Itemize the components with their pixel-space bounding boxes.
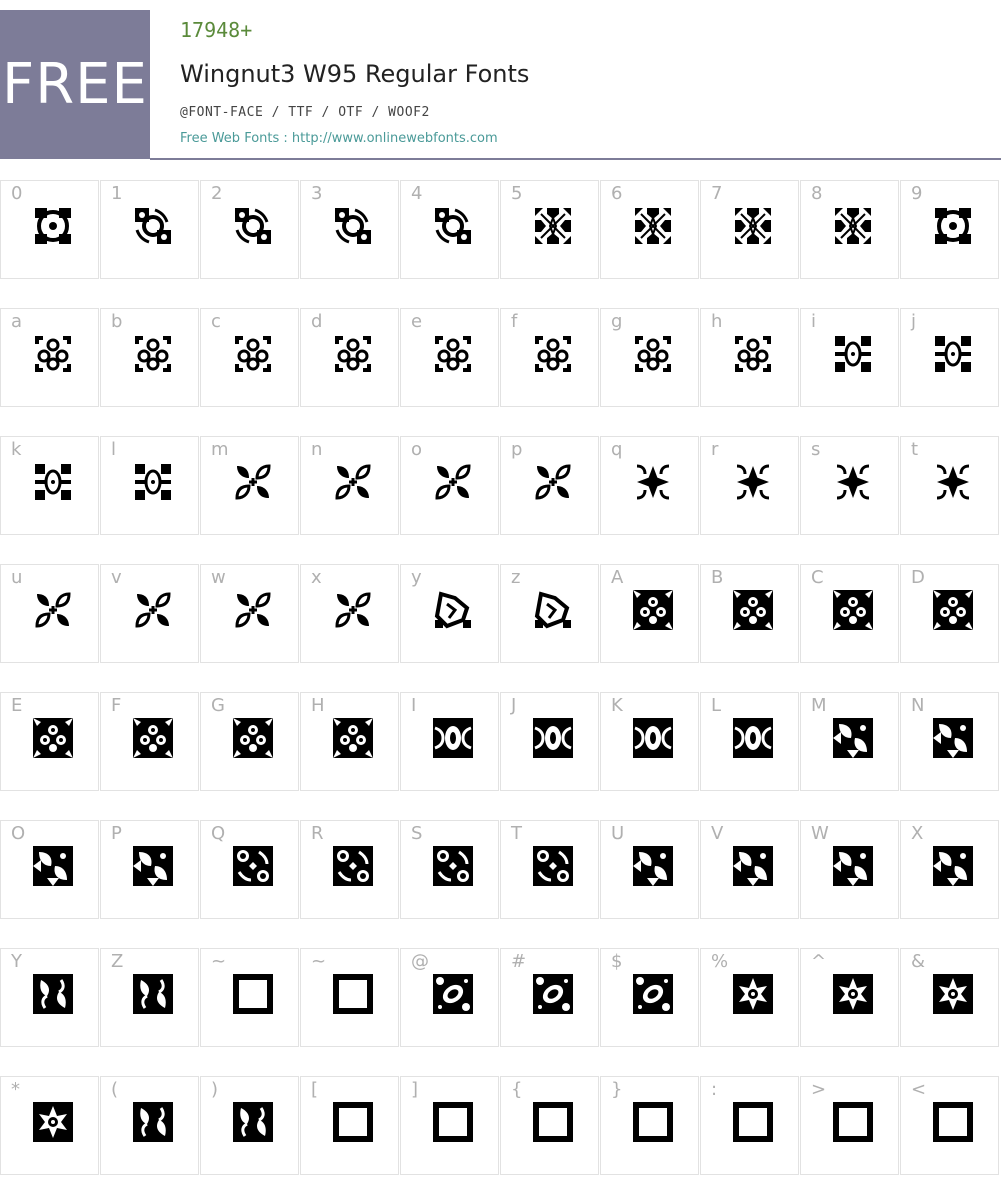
ornament-glyph-icon [333, 334, 373, 374]
ornament-glyph-icon [433, 462, 473, 502]
glyph-cell [400, 1076, 499, 1175]
glyph-cell [600, 1076, 699, 1175]
ornament-glyph-icon [433, 590, 473, 630]
glyph-character-label: O [11, 823, 26, 844]
glyph-cell [800, 948, 899, 1047]
glyph-character-label: b [111, 311, 123, 332]
glyph-cell [100, 1076, 199, 1175]
ornament-glyph-icon [33, 718, 73, 758]
glyph-row [0, 1076, 1001, 1176]
glyph-cell [700, 1076, 799, 1175]
glyph-cell [200, 308, 299, 407]
ornament-glyph-icon [133, 718, 173, 758]
ornament-glyph-icon [533, 462, 573, 502]
glyph-character-label: W [811, 823, 829, 844]
glyph-cell [700, 820, 799, 919]
glyph-character-label: Y [11, 951, 22, 972]
glyph-character-label: p [511, 439, 523, 460]
ornament-glyph-icon [33, 462, 73, 502]
ornament-glyph-icon [133, 334, 173, 374]
ornament-glyph-icon [633, 590, 673, 630]
glyph-character-label: K [611, 695, 623, 716]
ornament-glyph-icon [233, 462, 273, 502]
ornament-glyph-icon [933, 206, 973, 246]
ornament-glyph-icon [833, 974, 873, 1014]
glyph-cell [200, 820, 299, 919]
ornament-glyph-icon [333, 462, 373, 502]
ornament-glyph-icon [933, 590, 973, 630]
ornament-glyph-icon [333, 718, 373, 758]
glyph-cell [600, 948, 699, 1047]
glyph-cell [100, 564, 199, 663]
glyph-cell [900, 180, 999, 279]
glyph-cell [500, 948, 599, 1047]
glyph-character-label: n [311, 439, 323, 460]
ornament-glyph-icon [733, 846, 773, 886]
glyph-cell [500, 820, 599, 919]
glyph-cell [800, 180, 899, 279]
glyph-character-label: ] [411, 1079, 419, 1100]
ornament-glyph-icon [133, 974, 173, 1014]
ornament-glyph-icon [333, 590, 373, 630]
ornament-glyph-icon [433, 846, 473, 886]
glyph-character-label: e [411, 311, 423, 332]
glyph-row [0, 564, 1001, 664]
glyph-character-label: k [11, 439, 22, 460]
ornament-glyph-icon [733, 718, 773, 758]
glyph-character-label: H [311, 695, 325, 716]
glyph-cell [400, 436, 499, 535]
ornament-glyph-icon [333, 846, 373, 886]
free-badge [0, 10, 150, 159]
glyph-cell [300, 180, 399, 279]
glyph-cell [800, 308, 899, 407]
ornament-glyph-icon [533, 846, 573, 886]
glyph-cell [300, 692, 399, 791]
glyph-character-label: T [511, 823, 522, 844]
glyph-character-label: 1 [111, 183, 123, 204]
ornament-glyph-icon [533, 334, 573, 374]
ornament-glyph-icon [733, 1102, 773, 1142]
ornament-glyph-icon [633, 718, 673, 758]
glyph-cell [100, 436, 199, 535]
glyph-character-label: E [11, 695, 23, 716]
ornament-glyph-icon [233, 206, 273, 246]
glyph-character-label: { [511, 1079, 523, 1100]
glyph-cell [800, 436, 899, 535]
glyph-character-label: f [511, 311, 518, 332]
ornament-glyph-icon [833, 334, 873, 374]
glyph-character-label: & [911, 951, 926, 972]
glyph-character-label: 2 [211, 183, 223, 204]
glyph-cell [800, 1076, 899, 1175]
glyph-cell [400, 308, 499, 407]
glyph-character-label: ^ [811, 951, 827, 972]
ornament-glyph-icon [33, 846, 73, 886]
glyph-cell [400, 820, 499, 919]
glyph-cell [0, 308, 99, 407]
glyph-character-label: } [611, 1079, 623, 1100]
glyph-cell [900, 308, 999, 407]
glyph-character-label: X [911, 823, 924, 844]
glyph-character-label: < [911, 1079, 927, 1100]
glyph-row [0, 948, 1001, 1048]
glyph-cell [700, 308, 799, 407]
glyph-character-label: 8 [811, 183, 823, 204]
glyph-cell [600, 180, 699, 279]
glyph-cell [500, 564, 599, 663]
glyph-character-label: % [711, 951, 729, 972]
glyph-cell [400, 948, 499, 1047]
glyph-cell [500, 692, 599, 791]
glyph-cell [800, 820, 899, 919]
glyph-character-label: $ [611, 951, 623, 972]
ornament-glyph-icon [533, 590, 573, 630]
glyph-cell [300, 308, 399, 407]
glyph-cell [500, 180, 599, 279]
glyph-cell [200, 948, 299, 1047]
ornament-glyph-icon [933, 334, 973, 374]
ornament-glyph-icon [733, 206, 773, 246]
ornament-glyph-icon [433, 718, 473, 758]
glyph-cell [900, 948, 999, 1047]
glyph-character-label: B [711, 567, 724, 588]
glyph-character-label: 6 [611, 183, 623, 204]
glyph-cell [700, 436, 799, 535]
glyph-character-label: s [811, 439, 821, 460]
glyph-cell [600, 308, 699, 407]
glyph-character-label: G [211, 695, 225, 716]
glyph-cell [600, 820, 699, 919]
glyph-character-label: ( [111, 1079, 119, 1100]
glyph-cell [0, 180, 99, 279]
ornament-glyph-icon [133, 846, 173, 886]
glyph-character-label: * [11, 1079, 20, 1100]
glyph-cell [200, 1076, 299, 1175]
site-link[interactable]: Free Web Fonts : http://www.onlinewebfonts.com [180, 131, 498, 146]
format-list: @FONT-FACE / TTF / OTF / WOOF2 [180, 105, 430, 120]
glyph-cell [600, 692, 699, 791]
ornament-glyph-icon [533, 718, 573, 758]
glyph-cell [400, 180, 499, 279]
glyph-character-label: c [211, 311, 221, 332]
glyph-row [0, 308, 1001, 408]
glyph-character-label: j [911, 311, 917, 332]
ornament-glyph-icon [733, 974, 773, 1014]
glyph-character-label: h [711, 311, 723, 332]
glyph-cell [300, 820, 399, 919]
glyph-character-label: x [311, 567, 322, 588]
glyph-character-label: @ [411, 951, 429, 972]
glyph-cell [0, 948, 99, 1047]
glyph-character-label: y [411, 567, 422, 588]
glyph-cell [0, 820, 99, 919]
glyph-character-label: 9 [911, 183, 923, 204]
glyph-character-label: ~ [211, 951, 227, 972]
glyph-cell [200, 436, 299, 535]
glyph-cell [500, 436, 599, 535]
glyph-cell [500, 1076, 599, 1175]
ornament-glyph-icon [933, 1102, 973, 1142]
ornament-glyph-icon [933, 462, 973, 502]
ornament-glyph-icon [33, 334, 73, 374]
glyph-cell [400, 692, 499, 791]
glyph-cell [100, 948, 199, 1047]
glyph-character-label: 4 [411, 183, 423, 204]
glyph-character-label: 5 [511, 183, 523, 204]
glyph-character-label: 7 [711, 183, 723, 204]
glyph-character-label: t [911, 439, 919, 460]
glyph-character-label: g [611, 311, 623, 332]
ornament-glyph-icon [633, 846, 673, 886]
ornament-glyph-icon [133, 462, 173, 502]
glyph-row [0, 820, 1001, 920]
glyph-cell [700, 564, 799, 663]
ornament-glyph-icon [533, 974, 573, 1014]
glyph-character-label: 0 [11, 183, 23, 204]
ornament-glyph-icon [433, 334, 473, 374]
page-title: Wingnut3 W95 Regular Fonts [180, 60, 530, 88]
glyph-cell [200, 564, 299, 663]
glyph-cell [400, 564, 499, 663]
glyph-row [0, 180, 1001, 280]
header-divider [150, 158, 1001, 160]
glyph-character-label: ) [211, 1079, 219, 1100]
glyph-cell [900, 564, 999, 663]
glyph-row [0, 692, 1001, 792]
free-badge-label: FREE [2, 51, 148, 117]
ornament-glyph-icon [33, 974, 73, 1014]
glyph-character-label: 3 [311, 183, 323, 204]
ornament-glyph-icon [633, 462, 673, 502]
ornament-glyph-icon [833, 462, 873, 502]
glyph-character-label: i [811, 311, 817, 332]
glyph-character-label: l [111, 439, 117, 460]
glyph-character-label: o [411, 439, 423, 460]
glyph-cell [900, 820, 999, 919]
glyph-cell [0, 1076, 99, 1175]
ornament-glyph-icon [433, 974, 473, 1014]
ornament-glyph-icon [233, 590, 273, 630]
glyph-cell [800, 564, 899, 663]
ornament-glyph-icon [233, 846, 273, 886]
ornament-glyph-icon [633, 974, 673, 1014]
glyph-character-label: U [611, 823, 625, 844]
glyph-character-label: z [511, 567, 521, 588]
glyph-cell [700, 948, 799, 1047]
ornament-glyph-icon [233, 334, 273, 374]
ornament-glyph-icon [33, 1102, 73, 1142]
glyph-character-label: L [711, 695, 722, 716]
glyph-cell [300, 1076, 399, 1175]
ornament-glyph-icon [933, 846, 973, 886]
glyph-character-label: P [111, 823, 122, 844]
glyph-cell [500, 308, 599, 407]
glyph-cell [100, 820, 199, 919]
glyph-character-label: r [711, 439, 719, 460]
glyph-cell [100, 308, 199, 407]
ornament-glyph-icon [533, 206, 573, 246]
glyph-character-label: w [211, 567, 226, 588]
glyph-character-label: Q [211, 823, 226, 844]
glyph-character-label: > [811, 1079, 827, 1100]
glyph-character-label: # [511, 951, 527, 972]
ornament-glyph-icon [833, 206, 873, 246]
glyph-character-label: Z [111, 951, 124, 972]
glyph-cell [0, 436, 99, 535]
ornament-glyph-icon [833, 718, 873, 758]
ornament-glyph-icon [833, 846, 873, 886]
ornament-glyph-icon [333, 206, 373, 246]
glyph-character-label: A [611, 567, 624, 588]
glyph-cell [700, 692, 799, 791]
glyph-character-label: V [711, 823, 724, 844]
glyph-cell [100, 692, 199, 791]
ornament-glyph-icon [633, 1102, 673, 1142]
ornament-glyph-icon [633, 206, 673, 246]
ornament-glyph-icon [433, 206, 473, 246]
glyph-character-label: q [611, 439, 623, 460]
glyph-cell [100, 180, 199, 279]
glyph-character-label: S [411, 823, 423, 844]
glyph-cell [600, 564, 699, 663]
ornament-glyph-icon [733, 590, 773, 630]
ornament-glyph-icon [733, 462, 773, 502]
glyph-character-label: d [311, 311, 323, 332]
glyph-row [0, 436, 1001, 536]
glyph-cell [200, 692, 299, 791]
glyph-cell [900, 436, 999, 535]
ornament-glyph-icon [233, 974, 273, 1014]
glyph-character-label: a [11, 311, 23, 332]
glyph-cell [900, 692, 999, 791]
glyph-cell [900, 1076, 999, 1175]
glyph-character-label: R [311, 823, 324, 844]
ornament-glyph-icon [933, 974, 973, 1014]
glyph-character-label: D [911, 567, 925, 588]
ornament-glyph-icon [733, 334, 773, 374]
ornament-glyph-icon [533, 1102, 573, 1142]
glyph-cell [0, 692, 99, 791]
glyph-character-label: v [111, 567, 122, 588]
glyph-character-label: ~ [311, 951, 327, 972]
font-count: 17948+ [180, 18, 253, 42]
glyph-cell [300, 948, 399, 1047]
ornament-glyph-icon [633, 334, 673, 374]
ornament-glyph-icon [133, 590, 173, 630]
glyph-cell [600, 436, 699, 535]
ornament-glyph-icon [333, 1102, 373, 1142]
ornament-glyph-icon [333, 974, 373, 1014]
glyph-character-label: I [411, 695, 417, 716]
glyph-character-label: N [911, 695, 925, 716]
glyph-cell [700, 180, 799, 279]
glyph-character-label: M [811, 695, 827, 716]
glyph-character-label: C [811, 567, 824, 588]
ornament-glyph-icon [133, 1102, 173, 1142]
ornament-glyph-icon [833, 1102, 873, 1142]
ornament-glyph-icon [933, 718, 973, 758]
ornament-glyph-icon [233, 1102, 273, 1142]
glyph-character-label: F [111, 695, 122, 716]
glyph-character-label: u [11, 567, 23, 588]
glyph-character-label: J [511, 695, 517, 716]
glyph-cell [300, 436, 399, 535]
glyph-character-label: : [711, 1079, 718, 1100]
ornament-glyph-icon [133, 206, 173, 246]
ornament-glyph-icon [433, 1102, 473, 1142]
glyph-character-label: [ [311, 1079, 319, 1100]
ornament-glyph-icon [33, 206, 73, 246]
ornament-glyph-icon [833, 590, 873, 630]
glyph-cell [300, 564, 399, 663]
ornament-glyph-icon [33, 590, 73, 630]
glyph-cell [0, 564, 99, 663]
glyph-cell [800, 692, 899, 791]
ornament-glyph-icon [233, 718, 273, 758]
glyph-cell [200, 180, 299, 279]
glyph-character-label: m [211, 439, 229, 460]
